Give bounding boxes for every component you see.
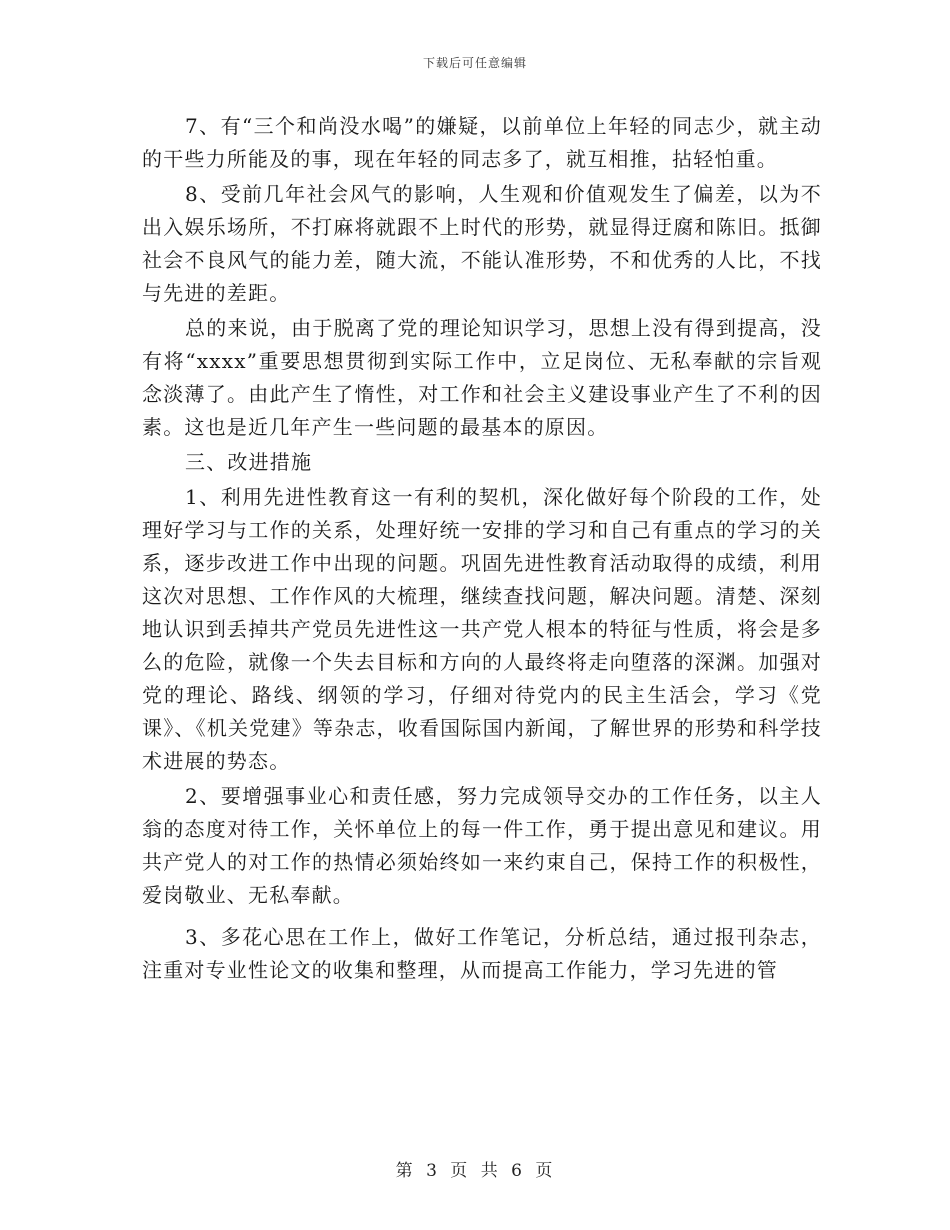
paragraph-measure-3: 3、多花心思在工作上，做好工作笔记，分析总结，通过报刊杂志，注重对专业性论文的收集和整理，从而提高工作能力，学习先进的管 (142, 925, 822, 982)
paragraph-item-8: 8、受前几年社会风气的影响，人生观和价值观发生了偏差，以为不出入娱乐场所，不打麻将就跟不上时代的形势，就显得迂腐和陈旧。抵御社会不良风气的能力差，随大流，不能认准形势，不和优秀的人比，不找与先进的差距。 (142, 182, 822, 305)
paragraph-item-7: 7、有“三个和尚没水喝”的嫌疑，以前单位上年轻的同志少，就主动的干些力所能及的事，现在年轻的同志多了，就互相推，拈轻怕重。 (142, 114, 822, 171)
paragraph-summary: 总的来说，由于脱离了党的理论知识学习，思想上没有得到提高，没有将“xxxx”重要思想贯彻到实际工作中，立足岗位、无私奉献的宗旨观念淡薄了。由此产生了惰性，对工作和社会主义建设事业产生了不利的因素。这也是近几年产生一些问题的最基本的原因。 (142, 316, 822, 439)
page-header: 下载后可任意编辑 (422, 56, 527, 70)
paragraph-measure-1: 1、利用先进性教育这一有利的契机，深化做好每个阶段的工作，处理好学习与工作的关系，处理好统一安排的学习和自己有重点的学习的关系，逐步改进工作中出现的问题。巩固先进性教育活动取得的成绩，利用这次对思想、工作作风的大梳理，继续查找问题，解决问题。清楚、深刻地认识到丢掉共产党员先进性这一共产党人根本的特征与性质，将会是多么的危险，就像一个失去目标和方向的人最终将走向堕落的深渊。加强对党的理论、路线、纲领的学习，仔细对待党内的民主生活会，学习《党课》、《机关党建》等杂志，收看国际国内新闻，了解世界的形势和科学技术进展的势态。 (142, 485, 822, 773)
page-number-footer: 第 3 页 共 6 页 (395, 1161, 555, 1181)
section-heading-improvement: 三、改进措施 (185, 450, 313, 474)
paragraph-measure-2: 2、要增强事业心和责任感，努力完成领导交办的工作任务，以主人翁的态度对待工作，关怀单位上的每一件工作，勇于提出意见和建议。用共产党人的对工作的热情必须始终如一来约束自己，保持工作的积极性，爱岗敬业、无私奉献。 (142, 784, 822, 907)
document-body (142, 110, 822, 987)
